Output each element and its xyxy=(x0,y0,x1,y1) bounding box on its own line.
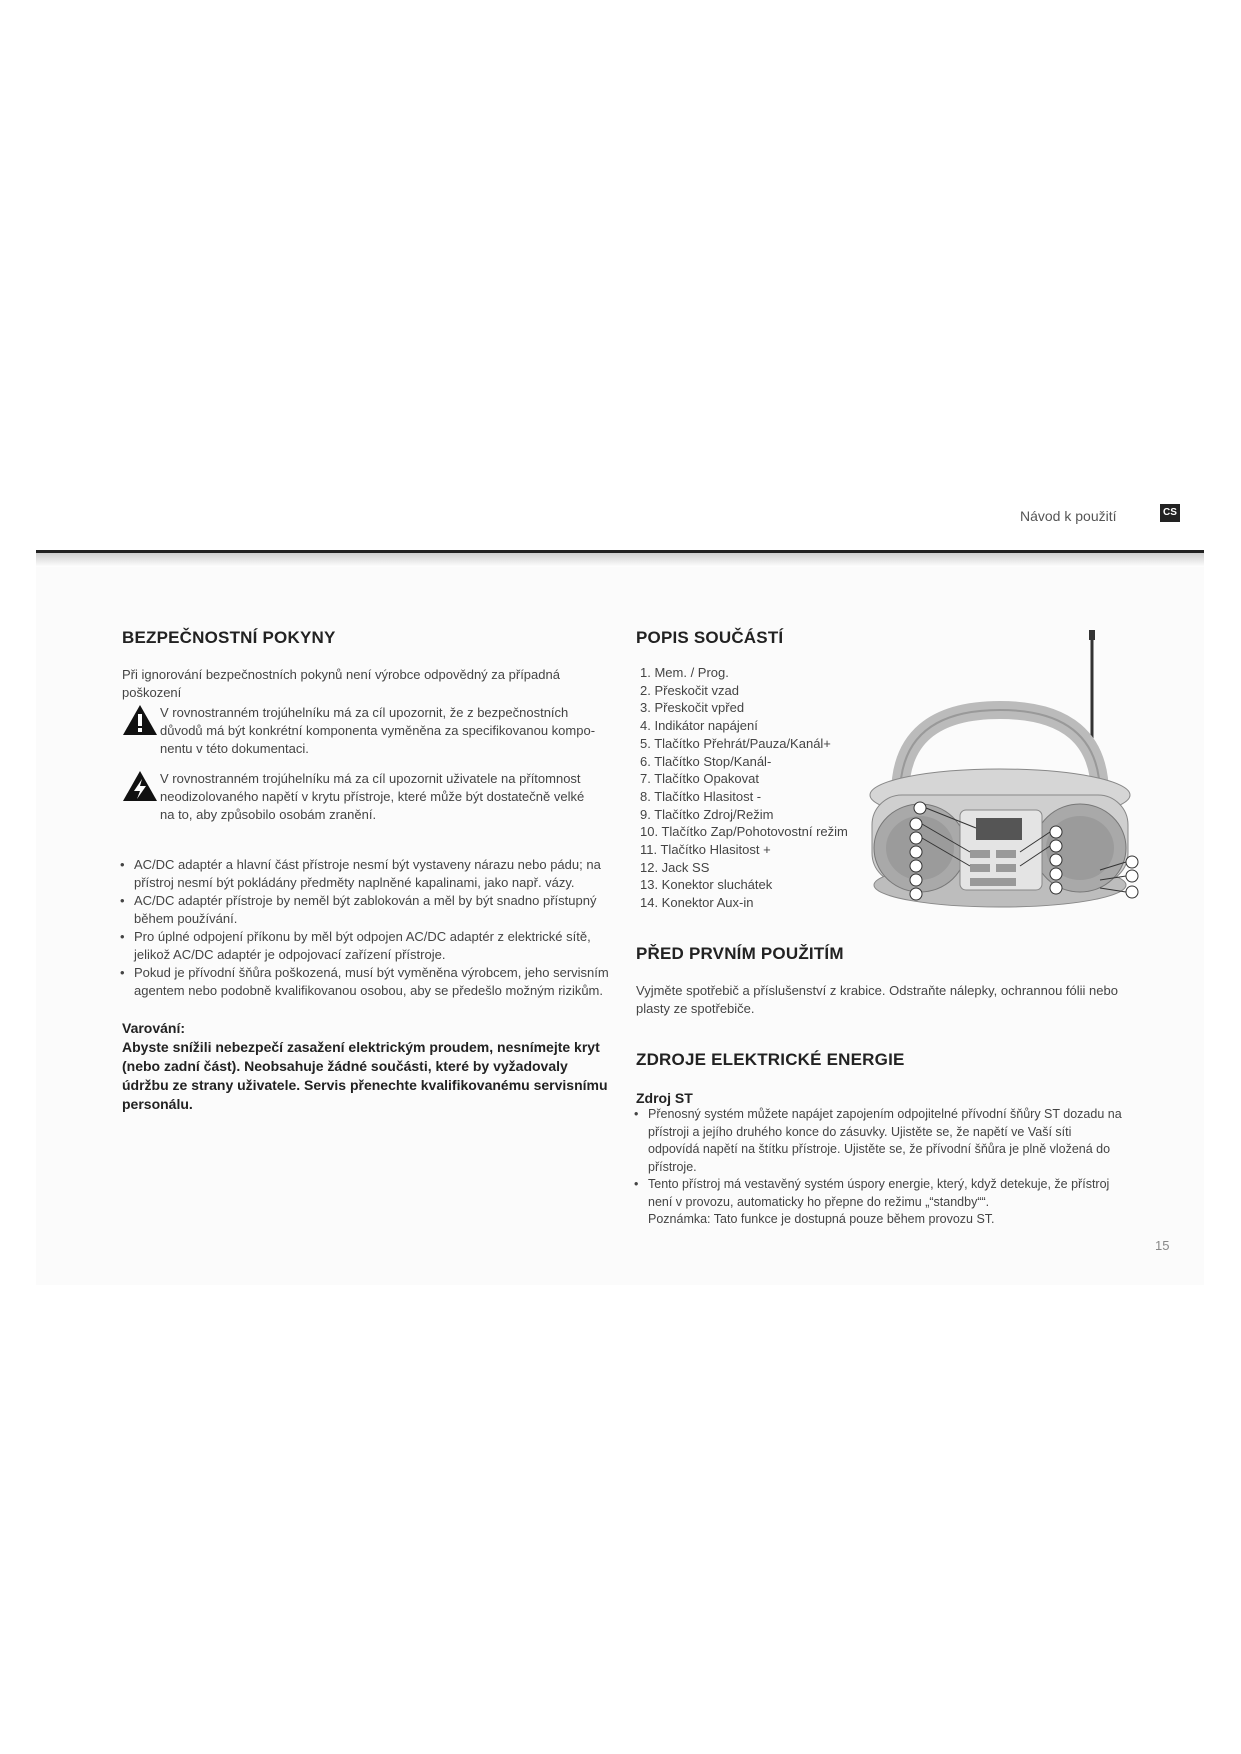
list-item: 14. Konektor Aux-in xyxy=(640,895,754,911)
list-item: 9. Tlačítko Zdroj/Režim xyxy=(640,806,774,822)
list-item: 1. Mem. / Prog. xyxy=(640,665,729,680)
warning-voltage-rest: neodizolovaného napětí v krytu přístroje, které může být dostatečně velké na to, aby způsobilo osobám zranění. xyxy=(160,789,585,822)
power-subtitle: Zdroj ST xyxy=(636,1090,693,1106)
header-shadow xyxy=(36,553,1204,567)
list-item: • Pro úplné odpojení příkonu by měl být odpojen AC/DC adaptér z elektrické sítě, jelikož AC/DC adaptér je odpojovací zařízení přístroje. xyxy=(118,928,614,964)
parts-list xyxy=(640,664,848,912)
safety-bullet-list xyxy=(118,856,614,1000)
safety-intro: Při ignorování bezpečnostních pokynů není výrobce odpovědný za případná poškození xyxy=(122,667,560,700)
warning-body: Abyste snížili nebezpečí zasažení elektrickým proudem, nesnímejte kryt (nebo zadní část). Neobsahuje žádné součásti, které by vyžadovaly údržbu ze strany uživatele. Servis přenechte kvalifikovanému servisnímu personálu. xyxy=(122,1039,608,1112)
safety-title: BEZPEČNOSTNÍ POKYNY xyxy=(122,628,336,647)
list-item: 11. Tlačítko Hlasitost + xyxy=(640,842,771,858)
warning-caution-line1: V rovnostranném trojúhelníku má za cíl upozornit, že z bezpečnostních xyxy=(160,705,569,720)
warning-voltage-text xyxy=(160,770,602,824)
list-item: 10. Tlačítko Zap/Pohotovostní režim xyxy=(640,824,848,840)
list-item: 8. Tlačítko Hlasitost - xyxy=(640,788,762,804)
list-item: • Přenosný systém můžete napájet zapojením odpojitelné přívodní šňůry ST dozadu na přístroji a jejího druhého konce do zásuvky. Ujistěte se, že napětí ve Vaší síti odpovídá napětí na štítku přístroje. Ujistěte se, že přívodní šňůra je plně vložená do přístroje. xyxy=(632,1106,1122,1176)
parts-title: POPIS SOUČÁSTÍ xyxy=(636,628,784,647)
list-item: 13. Konektor sluchátek xyxy=(640,877,773,893)
list-item: 2. Přeskočit vzad xyxy=(640,682,739,698)
power-title: ZDROJE ELEKTRICKÉ ENERGIE xyxy=(636,1050,905,1069)
list-item: 12. Jack SS xyxy=(640,859,710,875)
power-bullet2-text: Tento přístroj má vestavěný systém úspory energie, který, když detekuje, že přístroj není v provozu, automaticky ho přepne do režimu „“standby““. xyxy=(648,1177,1110,1209)
warning-caution-text xyxy=(160,704,602,758)
page-number: 15 xyxy=(1155,1238,1170,1253)
power-note: Poznámka: Tato funkce je dostupná pouze během provozu ST. xyxy=(648,1212,995,1226)
header-label: Návod k použití xyxy=(1020,508,1117,524)
list-item: • AC/DC adaptér přístroje by neměl být zablokován a měl by být snadno přístupný během používání. xyxy=(118,892,614,928)
list-item xyxy=(632,1176,1122,1229)
device-illustration xyxy=(860,630,1150,930)
first-use-body: Vyjměte spotřebič a příslušenství z krabice. Odstraňte nálepky, ochrannou fólii nebo plasty ze spotřebiče. xyxy=(636,983,1118,1016)
language-badge: CS xyxy=(1160,504,1180,522)
list-item: 4. Indikátor napájení xyxy=(640,718,758,734)
warning-voltage-block xyxy=(122,770,602,824)
list-item: 7. Tlačítko Opakovat xyxy=(640,771,759,787)
warning-caution-block xyxy=(122,704,602,758)
lightning-triangle-icon xyxy=(122,770,158,802)
list-item: 3. Přeskočit vpřed xyxy=(640,700,745,716)
list-item: • AC/DC adaptér a hlavní část přístroje nesmí být vystaveny nárazu nebo pádu; na přístroj nesmí být pokládány předměty naplněné kapalinami, jako např. vázy. xyxy=(118,856,614,892)
warning-caution-rest: důvodů má být konkrétní komponenta vyměněna za specifikovanou kompo-nentu v této dokumentaci. xyxy=(160,723,596,756)
list-item: 5. Tlačítko Přehrát/Pauza/Kanál+ xyxy=(640,735,831,751)
warning-voltage-line1: V rovnostranném trojúhelníku má za cíl upozornit uživatele na přítomnost xyxy=(160,771,581,786)
exclamation-triangle-icon xyxy=(122,704,158,736)
list-item: 6. Tlačítko Stop/Kanál- xyxy=(640,753,772,769)
first-use-title: PŘED PRVNÍM POUŽITÍM xyxy=(636,944,844,963)
list-item: • Pokud je přívodní šňůra poškozená, musí být vyměněna výrobcem, jeho servisním agentem nebo podobně kvalifikovanou osobou, aby se předešlo možným rizikům. xyxy=(118,964,614,1000)
power-bullet-list xyxy=(632,1106,1122,1229)
warning-title: Varování: xyxy=(122,1020,186,1036)
